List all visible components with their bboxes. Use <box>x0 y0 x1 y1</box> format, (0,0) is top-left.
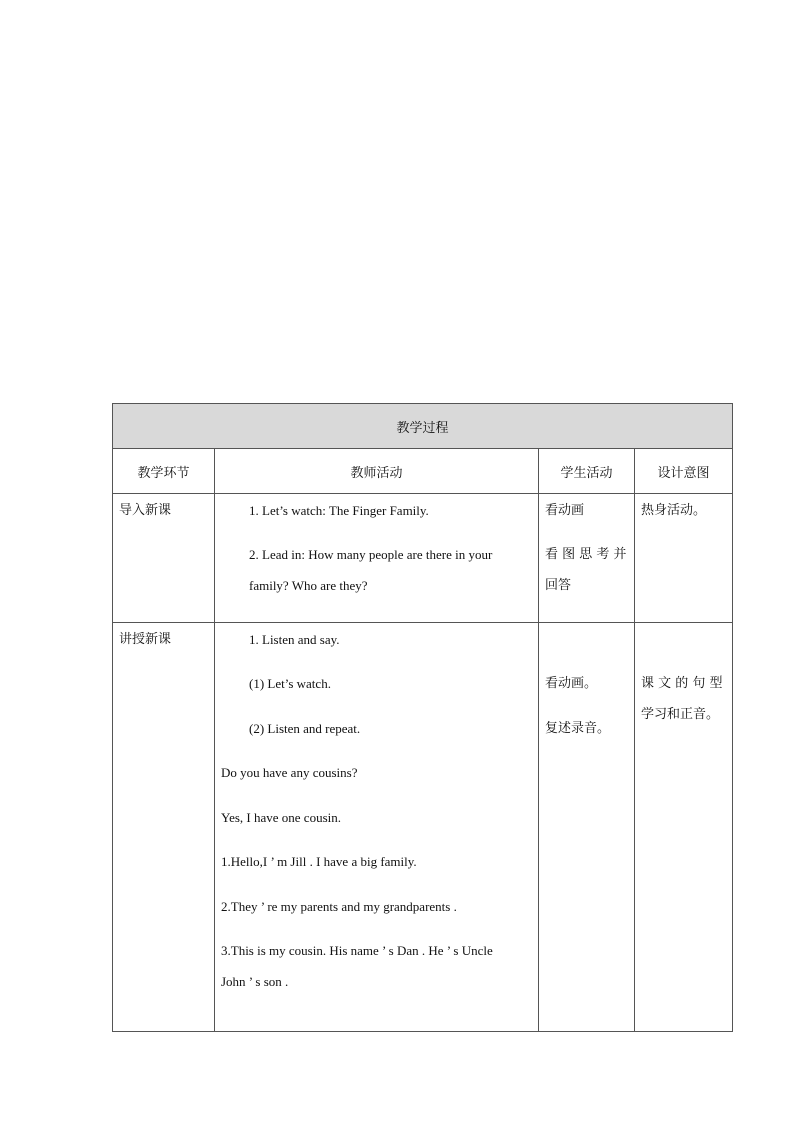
stage-cell <box>113 623 215 1032</box>
teacher-line: 2. Lead in: How many people are there in your <box>249 547 493 562</box>
intent-cell <box>635 494 733 623</box>
intent-line: 学习和正音。 <box>641 707 720 722</box>
teacher-line: (2) Listen and repeat. <box>249 721 361 736</box>
teaching-process-table <box>112 403 733 1032</box>
teacher-cell <box>215 623 539 1032</box>
teacher-line: family? Who are they? <box>249 578 368 593</box>
student-line: 看动画。 <box>545 676 598 691</box>
stage-cell <box>113 494 215 623</box>
header-student: 学生活动 <box>539 449 635 494</box>
intent-line: 课 文 的 句 型 <box>641 676 723 691</box>
header-teacher: 教师活动 <box>215 449 539 494</box>
intent-cell <box>635 623 733 1032</box>
table-header-row <box>113 449 733 494</box>
student-cell <box>539 494 635 623</box>
header-intent: 设计意图 <box>635 449 733 494</box>
stage-label: 导入新课 <box>119 503 172 518</box>
table-row <box>113 494 733 623</box>
student-line: 回答 <box>545 578 572 593</box>
teacher-line: 3.This is my cousin. His name ’ s Dan . He ’ s Uncle <box>221 943 493 958</box>
teacher-line: 1. Let’s watch: The Finger Family. <box>249 503 429 518</box>
stage-label: 讲授新课 <box>119 632 172 647</box>
student-line: 看 图 思 考 并 <box>545 547 627 562</box>
teacher-line: 1.Hello,I ’ m Jill . I have a big family. <box>221 854 417 869</box>
teacher-line: (1) Let’s watch. <box>249 676 331 691</box>
student-line: 复述录音。 <box>545 721 611 736</box>
teacher-line: Yes, I have one cousin. <box>221 810 341 825</box>
table-title-cell <box>113 404 733 449</box>
table-title: 教学过程 <box>396 420 449 436</box>
teacher-line: 2.They ’ re my parents and my grandparents . <box>221 899 457 914</box>
teacher-cell <box>215 494 539 623</box>
header-stage: 教学环节 <box>113 449 215 494</box>
student-cell <box>539 623 635 1032</box>
teacher-line: Do you have any cousins? <box>221 765 358 780</box>
table-row <box>113 623 733 1032</box>
teacher-line: John ’ s son . <box>221 974 289 989</box>
intent-line: 热身活动。 <box>641 503 707 518</box>
student-line: 看动画 <box>545 503 585 518</box>
teacher-line: 1. Listen and say. <box>249 632 340 647</box>
